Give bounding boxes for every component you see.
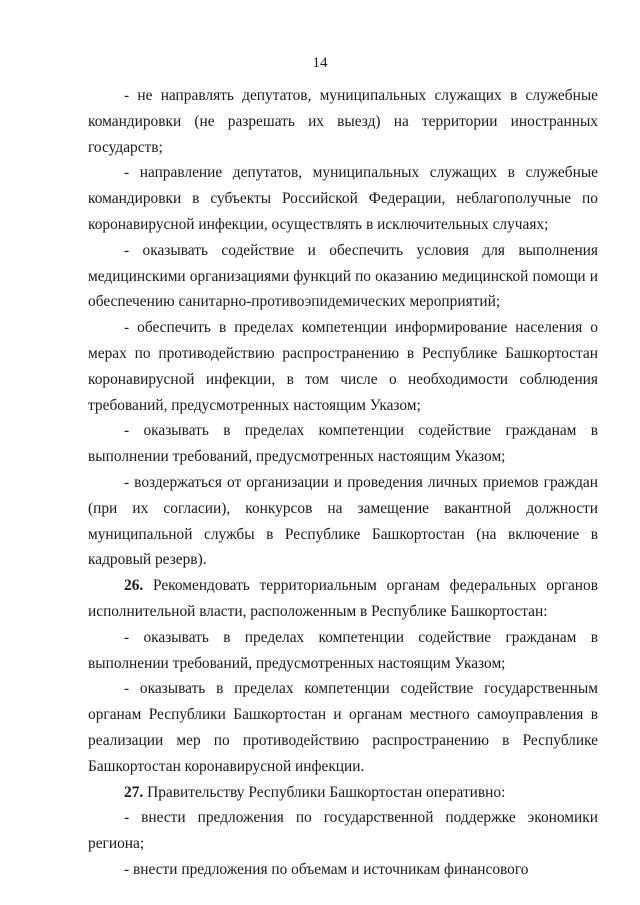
- paragraph-inform-population: - обеспечить в пределах компетенции информирование населения о мерах по противодействию распространению в Республике Башкортостан коронавирусной инфекции, в том числе о необходимости соблюдения требований, предусмотренных настоящим Указом;: [88, 319, 598, 414]
- paragraph-no-receptions: - воздержаться от организации и проведения личных приемов граждан (при их согласии), конкурсов на замещение вакантной должности муниципальной службы в Республике Башкортостан (на включение в кадровый резерв).: [88, 473, 598, 569]
- section-26-item-assist-authorities: - оказывать в пределах компетенции содействие государственным органам Республики Башкортостан и органам местного самоуправления в реализации мер по противодействию распространению в Республике Башкортостан коронавирусной инфекции.: [88, 680, 598, 775]
- document-body: [88, 83, 598, 883]
- paragraph-domestic-trips: - направление депутатов, муниципальных служащих в служебные командировки в субъекты Российской Федерации, неблагополучные по коронавирусной инфекции, осуществлять в исключительных случаях;: [88, 164, 598, 233]
- section-26-text: Рекомендовать территориальным органам федеральных органов исполнительной власти, расположенным в Республике Башкортостан:: [88, 577, 598, 620]
- paragraph-medical-support: - оказывать содействие и обеспечить условия для выполнения медицинскими организациями функций по оказанию медицинской помощи и обеспечению санитарно-противоэпидемических мероприятий;: [88, 241, 598, 311]
- section-26-heading: [88, 573, 598, 625]
- paragraph-no-foreign-trips: - не направлять депутатов, муниципальных служащих в служебные командировки (не разрешать их выезд) на территории иностранных государств;: [88, 87, 598, 156]
- page-number: 14: [312, 55, 328, 71]
- section-26-item-assist-citizens: - оказывать в пределах компетенции содействие гражданам в выполнении требований, предусмотренных настоящим Указом;: [88, 628, 598, 672]
- section-27-item-economy-support: - внести предложения по государственной поддержке экономики региона;: [88, 809, 598, 853]
- section-27-item-financing: - внести предложения по объемам и источникам финансового: [124, 860, 529, 878]
- section-26-number: 26.: [124, 577, 144, 595]
- paragraph-assist-citizens: - оказывать в пределах компетенции содействие гражданам в выполнении требований, предусмотренных настоящим Указом;: [88, 422, 598, 466]
- section-27-text: Правительству Республики Башкортостан оперативно:: [143, 783, 506, 801]
- section-27-heading: [88, 780, 598, 806]
- section-27-number: 27.: [124, 783, 144, 801]
